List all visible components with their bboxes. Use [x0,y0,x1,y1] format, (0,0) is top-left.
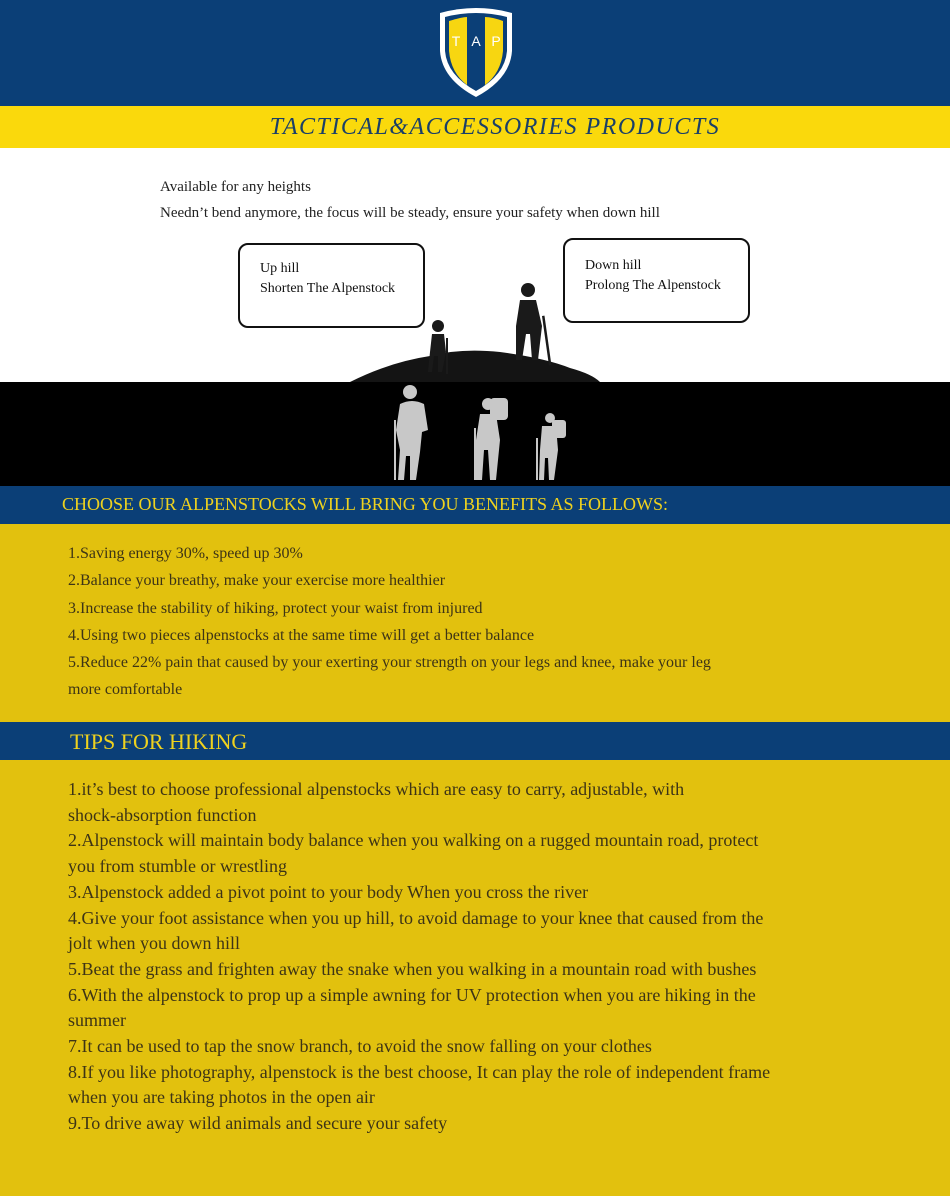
list-item: 4.Give your foot assistance when you up hill, to avoid damage to your knee that caused from the [68,907,764,928]
list-item: jolt when you down hill [68,933,240,954]
list-item: 4.Using two pieces alpenstocks at the same time will get a better balance [68,626,535,644]
list-item: 5.Reduce 22% pain that caused by your exerting your strength on your legs and knee, make your leg [68,654,711,672]
list-item: you from stumble or wrestling [68,856,287,877]
list-item: 9.To drive away wild animals and secure your safety [68,1113,448,1134]
list-item: 7.It can be used to tap the snow branch, to avoid the snow falling on your clothes [68,1036,652,1057]
list-item: 1.it’s best to choose professional alpenstocks which are easy to carry, adjustable, with [68,779,685,799]
tap-shield-logo [436,7,516,99]
logo-letter-p: P [491,33,501,49]
benefits-title: CHOOSE OUR ALPENSTOCKS WILL BRING YOU BENEFITS AS FOLLOWS: [62,494,669,514]
benefits-list [68,540,828,704]
intro-line-1: Available for any heights [160,179,311,195]
intro-line-2: Needn’t bend anymore, the focus will be steady, ensure your safety when down hill [160,205,660,221]
list-item: 2.Balance your breathy, make your exercise more healthier [68,572,446,590]
list-item: summer [68,1010,126,1031]
list-item: shock-absorption function [68,804,257,825]
tips-title: TIPS FOR HIKING [70,729,248,754]
uphill-callout-line-2: Shorten The Alpenstock [260,281,396,296]
list-item: more comfortable [68,681,183,699]
list-item: 3.Alpenstock added a pivot point to your body When you cross the river [68,881,589,902]
list-item: 3.Increase the stability of hiking, protect your waist from injured [68,599,483,617]
list-item: 1.Saving energy 30%, speed up 30% [68,545,303,562]
list-item: 5.Beat the grass and frighten away the snake when you walking in a mountain road with bushes [68,958,757,979]
downhill-callout-line-1: Down hill [585,258,642,273]
list-item: 8.If you like photography, alpenstock is the best choose, It can play the role of independent frame [68,1061,771,1082]
downhill-callout-line-2: Prolong The Alpenstock [585,278,721,293]
uphill-callout-line-1: Up hill [260,261,300,276]
list-item: when you are taking photos in the open air [68,1087,375,1108]
tips-list [68,777,828,1137]
logo-letter-a: A [471,33,481,49]
logo-letter-t: T [451,33,461,49]
list-item: 6.With the alpenstock to prop up a simple awning for UV protection when you are hiking in the [68,984,756,1005]
page-title: TACTICAL&ACCESSORIES PRODUCTS [269,114,721,140]
hikers-silhouette-illustration [330,280,620,485]
list-item: 2.Alpenstock will maintain body balance when you walking on a rugged mountain road, protect [68,830,759,851]
